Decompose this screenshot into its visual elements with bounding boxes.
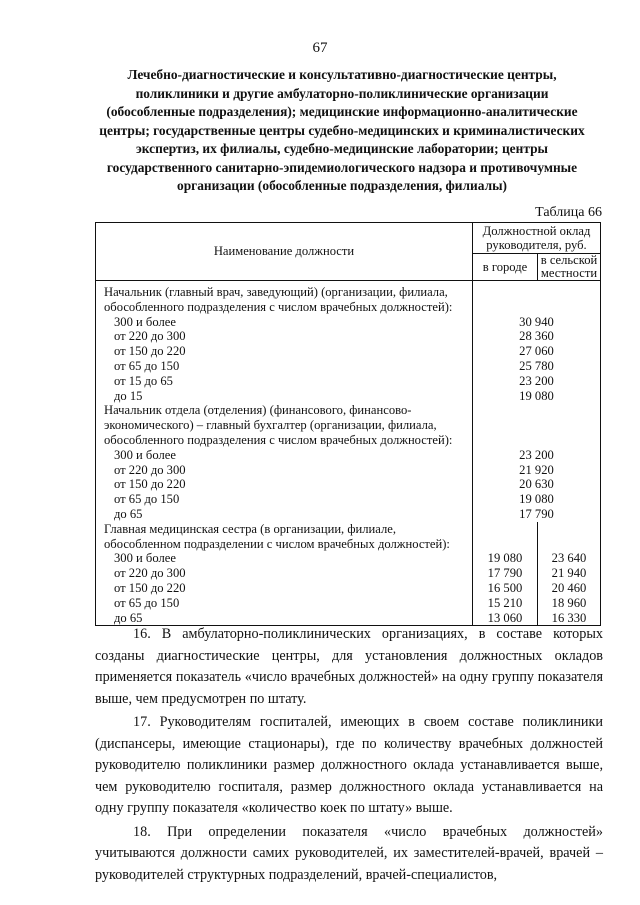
range-label: от 150 до 220	[96, 477, 473, 492]
range-label: до 65	[96, 507, 473, 522]
table-row	[96, 522, 601, 552]
table-row	[96, 281, 601, 315]
table-body	[96, 281, 601, 626]
table-row	[96, 581, 601, 596]
table-row	[96, 566, 601, 581]
salary-table	[95, 222, 601, 626]
salary-value-rural: 20 460	[538, 581, 601, 596]
position-title: Начальник (главный врач, заведующий) (организации, филиала, обособленного подразделения с числом врачебных должностей):	[96, 281, 473, 315]
range-label: от 220 до 300	[96, 566, 473, 581]
column-header-salary: Должностной оклад руководителя, руб.	[473, 223, 601, 254]
salary-value-rural: 16 330	[538, 611, 601, 626]
salary-value: 27 060	[473, 344, 601, 359]
table-row	[96, 374, 601, 389]
salary-value: 19 080	[473, 389, 601, 404]
table-row	[96, 315, 601, 330]
range-label: от 65 до 150	[96, 492, 473, 507]
table-row	[96, 551, 601, 566]
table-row	[96, 344, 601, 359]
column-header-city: в городе	[473, 254, 538, 281]
column-header-position: Наименование должности	[96, 223, 473, 281]
salary-value: 21 920	[473, 463, 601, 478]
salary-value-city: 19 080	[473, 551, 538, 566]
salary-value: 20 630	[473, 477, 601, 492]
salary-value: 23 200	[473, 374, 601, 389]
table-row	[96, 596, 601, 611]
salary-value-rural: 23 640	[538, 551, 601, 566]
position-title: Главная медицинская сестра (в организации, филиале, обособленном подразделении с числом врачебных должностей):	[96, 522, 473, 552]
salary-value-city: 15 210	[473, 596, 538, 611]
range-label: от 220 до 300	[96, 463, 473, 478]
range-label: 300 и более	[96, 551, 473, 566]
salary-value: 19 080	[473, 492, 601, 507]
salary-value: 25 780	[473, 359, 601, 374]
range-label: до 15	[96, 389, 473, 404]
table-row	[96, 448, 601, 463]
salary-value: 17 790	[473, 507, 601, 522]
salary-value-city: 17 790	[473, 566, 538, 581]
table-row	[96, 507, 601, 522]
paragraph-16: 16. В амбулаторно-поликлинических организациях, в составе которых созданы диагностические центры, для установления должностных окладов применяется показатель «число врачебных должностей» на одну группу показателя выше, чем предусмотрен по штату.	[95, 626, 603, 707]
salary-value-rural: 18 960	[538, 596, 601, 611]
table-row	[96, 359, 601, 374]
position-title: Начальник отдела (отделения) (финансового, финансово-экономического) – главный бухгалтер (организации, филиала, обособленного подразделения с числом врачебных должностей):	[96, 403, 473, 447]
salary-value: 28 360	[473, 329, 601, 344]
table-row	[96, 389, 601, 404]
salary-value-city: 13 060	[473, 611, 538, 626]
paragraph-17: 17. Руководителям госпиталей, имеющих в своем составе поликлиники (диспансеры, имеющие стационары), где по количеству врачебных должностей руководителю поликлиники размер должностного оклада устанавливается выше, чем руководителю госпиталя, размер должностного оклада устанавливается на одну группу показателя «количество коек по штату» выше.	[95, 714, 603, 816]
table-row	[96, 463, 601, 478]
table-caption: Таблица 66	[535, 205, 602, 220]
paragraph-18: 18. При определении показателя «число врачебных должностей» учитываются должности самих руководителей, их заместителей-врачей, врачей – руководителей структурных подразделений, врачей-специалистов,	[95, 823, 603, 883]
page-number: 67	[312, 40, 328, 56]
salary-value-city: 16 500	[473, 581, 538, 596]
table-row	[96, 403, 601, 447]
range-label: от 150 до 220	[96, 581, 473, 596]
range-label: от 150 до 220	[96, 344, 473, 359]
range-label: от 15 до 65	[96, 374, 473, 389]
salary-value: 30 940	[473, 315, 601, 330]
range-label: от 65 до 150	[96, 359, 473, 374]
range-label: от 220 до 300	[96, 329, 473, 344]
table-row	[96, 492, 601, 507]
salary-value: 23 200	[473, 448, 601, 463]
body-text	[95, 624, 603, 888]
column-header-rural: в сельской местности	[538, 254, 601, 281]
salary-value-rural: 21 940	[538, 566, 601, 581]
table-row	[96, 329, 601, 344]
table-row	[96, 477, 601, 492]
range-label: 300 и более	[96, 315, 473, 330]
range-label: от 65 до 150	[96, 596, 473, 611]
section-heading: Лечебно-диагностические и консультативно-диагностические центры, поликлиники и другие амбулаторно-поликлинические организации (обособленные подразделения); медицинские информационно-аналитические центры; государственные центры судебно-медицинских и криминалистических экспертиз, их филиалы, судебно-медицинские лаборатории; центры государственного санитарно-эпидемиологического надзора и противочумные организации (обособленные подразделения, филиалы)	[99, 67, 585, 193]
range-label: до 65	[96, 611, 473, 626]
range-label: 300 и более	[96, 448, 473, 463]
